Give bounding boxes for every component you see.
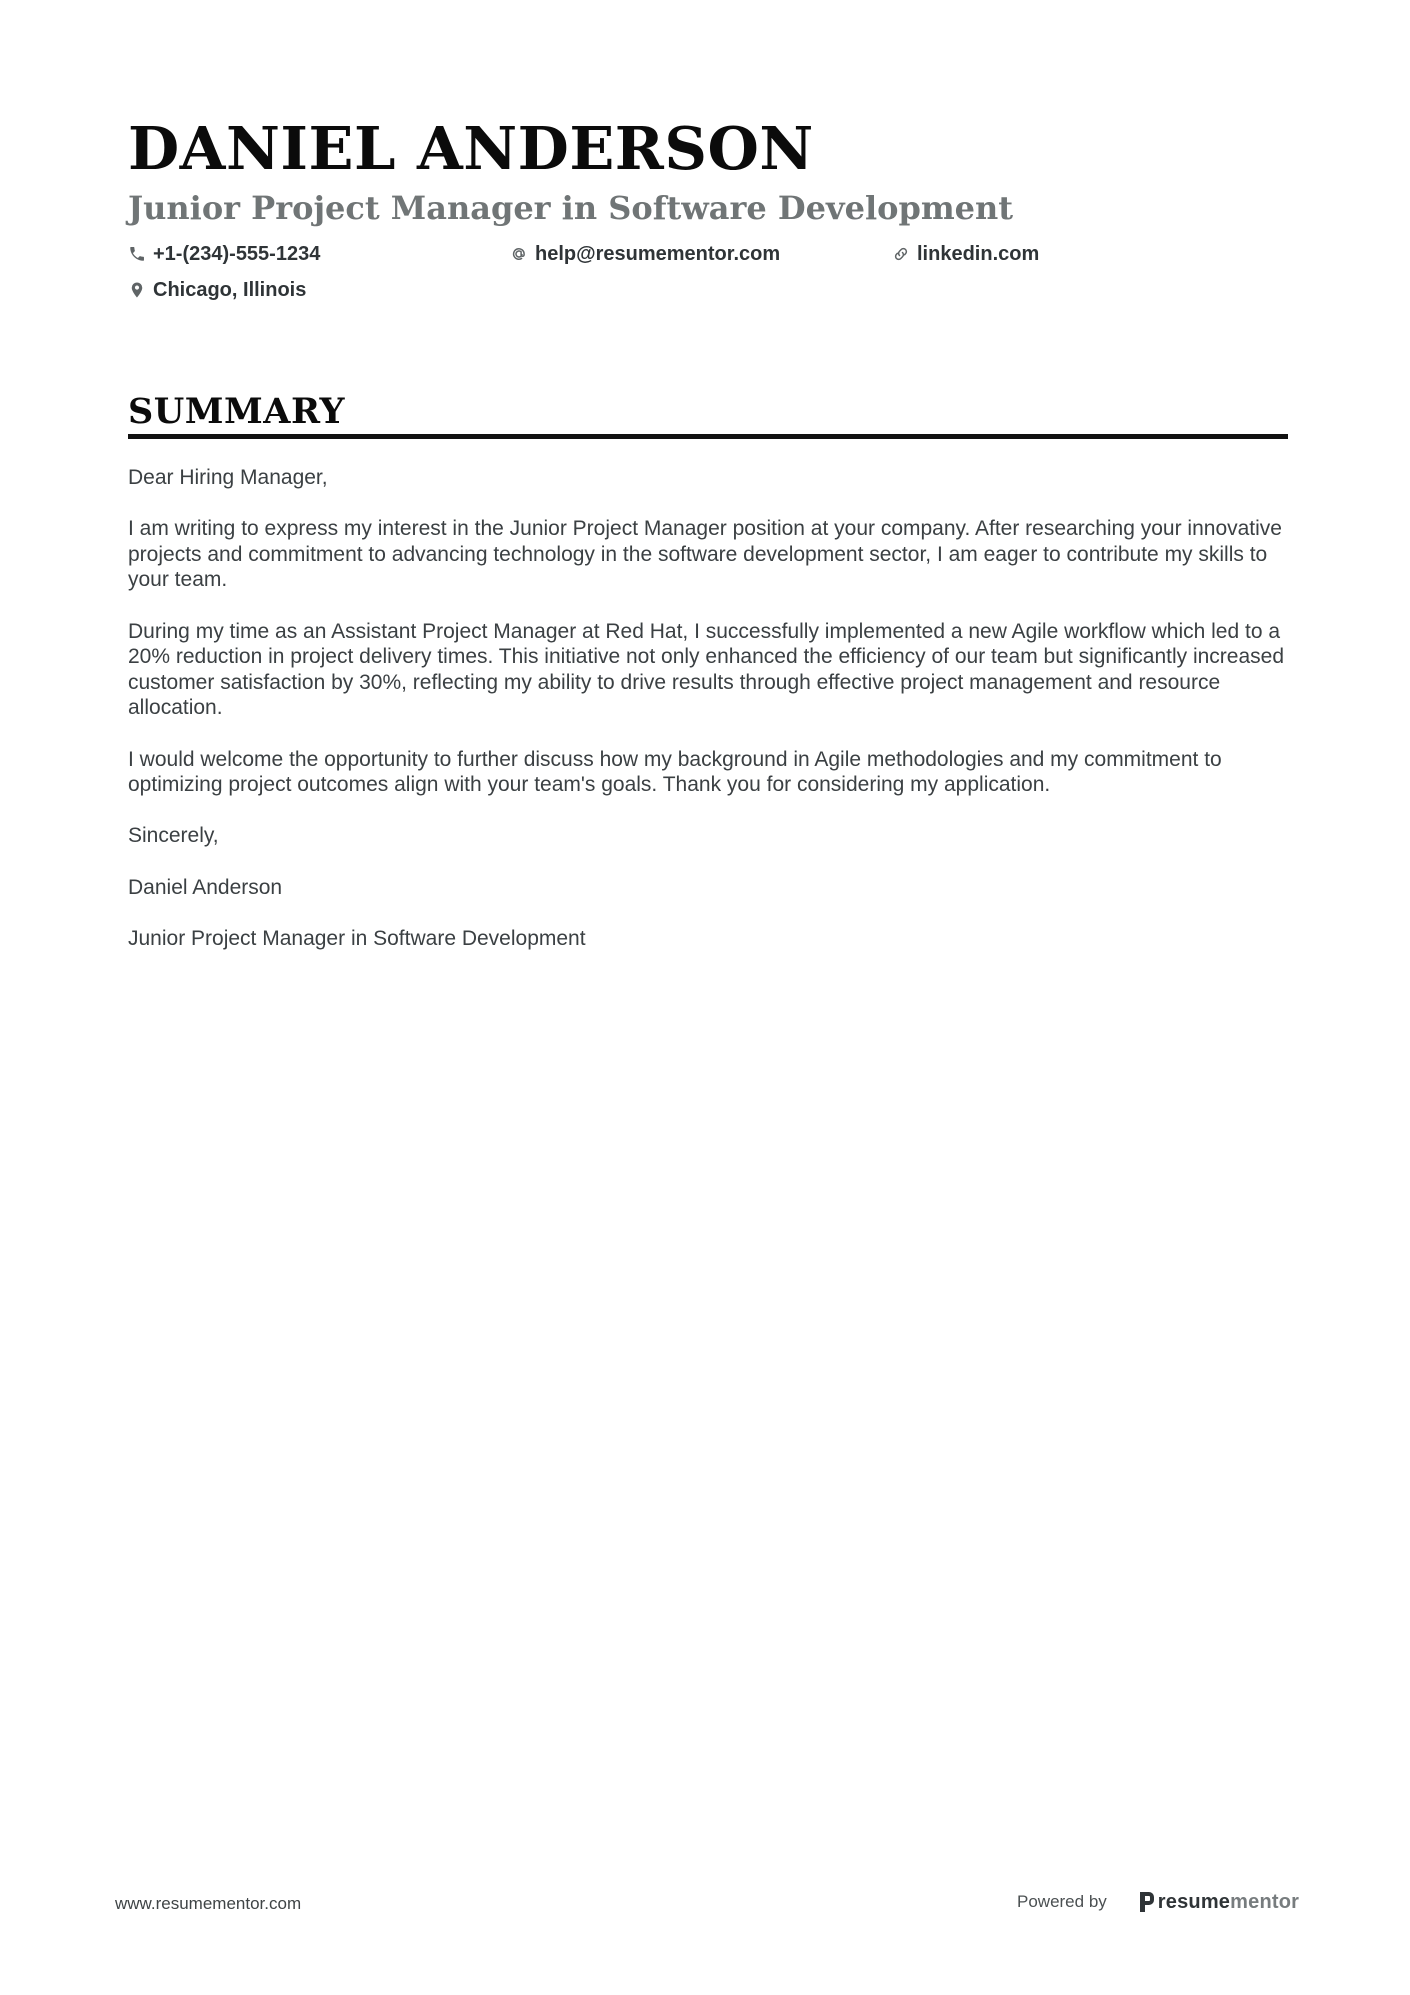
signature-name: Daniel Anderson [128,875,283,899]
resumementor-logo-icon [1138,1892,1154,1912]
brand-secondary-text: mentor [1230,1891,1300,1913]
signature-title: Junior Project Manager in Software Development [128,926,586,950]
contact-location [128,272,510,308]
contact-details [128,236,1288,308]
resumementor-logo [1138,1888,1299,1916]
sign-off: Sincerely, [128,824,219,848]
location-text: Chicago, Illinois [153,278,307,301]
document-header [128,112,1288,308]
candidate-name: DANIEL ANDERSON [128,114,814,183]
footer-website: www.resumementor.com [115,1894,302,1913]
link-icon [892,245,910,263]
summary-section [128,390,1288,951]
location-pin-icon [128,281,146,299]
powered-by-label: Powered by [1017,1892,1107,1911]
contact-phone [128,236,510,272]
experience-paragraph: During my time as an Assistant Project Manager at Red Hat, I successfully implemented a new Agile workflow which led to a 20% reduction in project delivery times. This initiative not only enhanced the efficiency of our team but significantly increased customer satisfaction by 30%, reflecting my ability to drive results through effective project management and resource allocation. [128,619,1285,720]
contact-link [892,236,1274,272]
footer-powered-by [1017,1888,1299,1916]
resumementor-wordmark [1158,1890,1299,1914]
contact-email [510,236,892,272]
candidate-title: Junior Project Manager in Software Development [128,189,1014,227]
summary-heading: SUMMARY [128,391,345,432]
brand-primary-text: resume [1157,1891,1231,1913]
at-icon [510,245,528,263]
linkedin-url: linkedin.com [917,242,1040,265]
phone-number: +1-(234)-555-1234 [153,242,321,265]
email-address: help@resumementor.com [535,242,781,265]
closing-paragraph: I would welcome the opportunity to further discuss how my background in Agile methodologies and my commitment to optimizing project outcomes align with your team's goals. Thank you for considering my application. [128,747,1222,797]
cover-letter-body [128,465,1288,951]
introduction-paragraph: I am writing to express my interest in the Junior Project Manager position at your company. After researching your innovative projects and commitment to advancing technology in the software development sector, I am eager to contribute my skills to your team. [128,517,1282,592]
section-divider [128,434,1288,439]
greeting: Dear Hiring Manager, [128,466,328,489]
phone-icon [128,245,146,263]
